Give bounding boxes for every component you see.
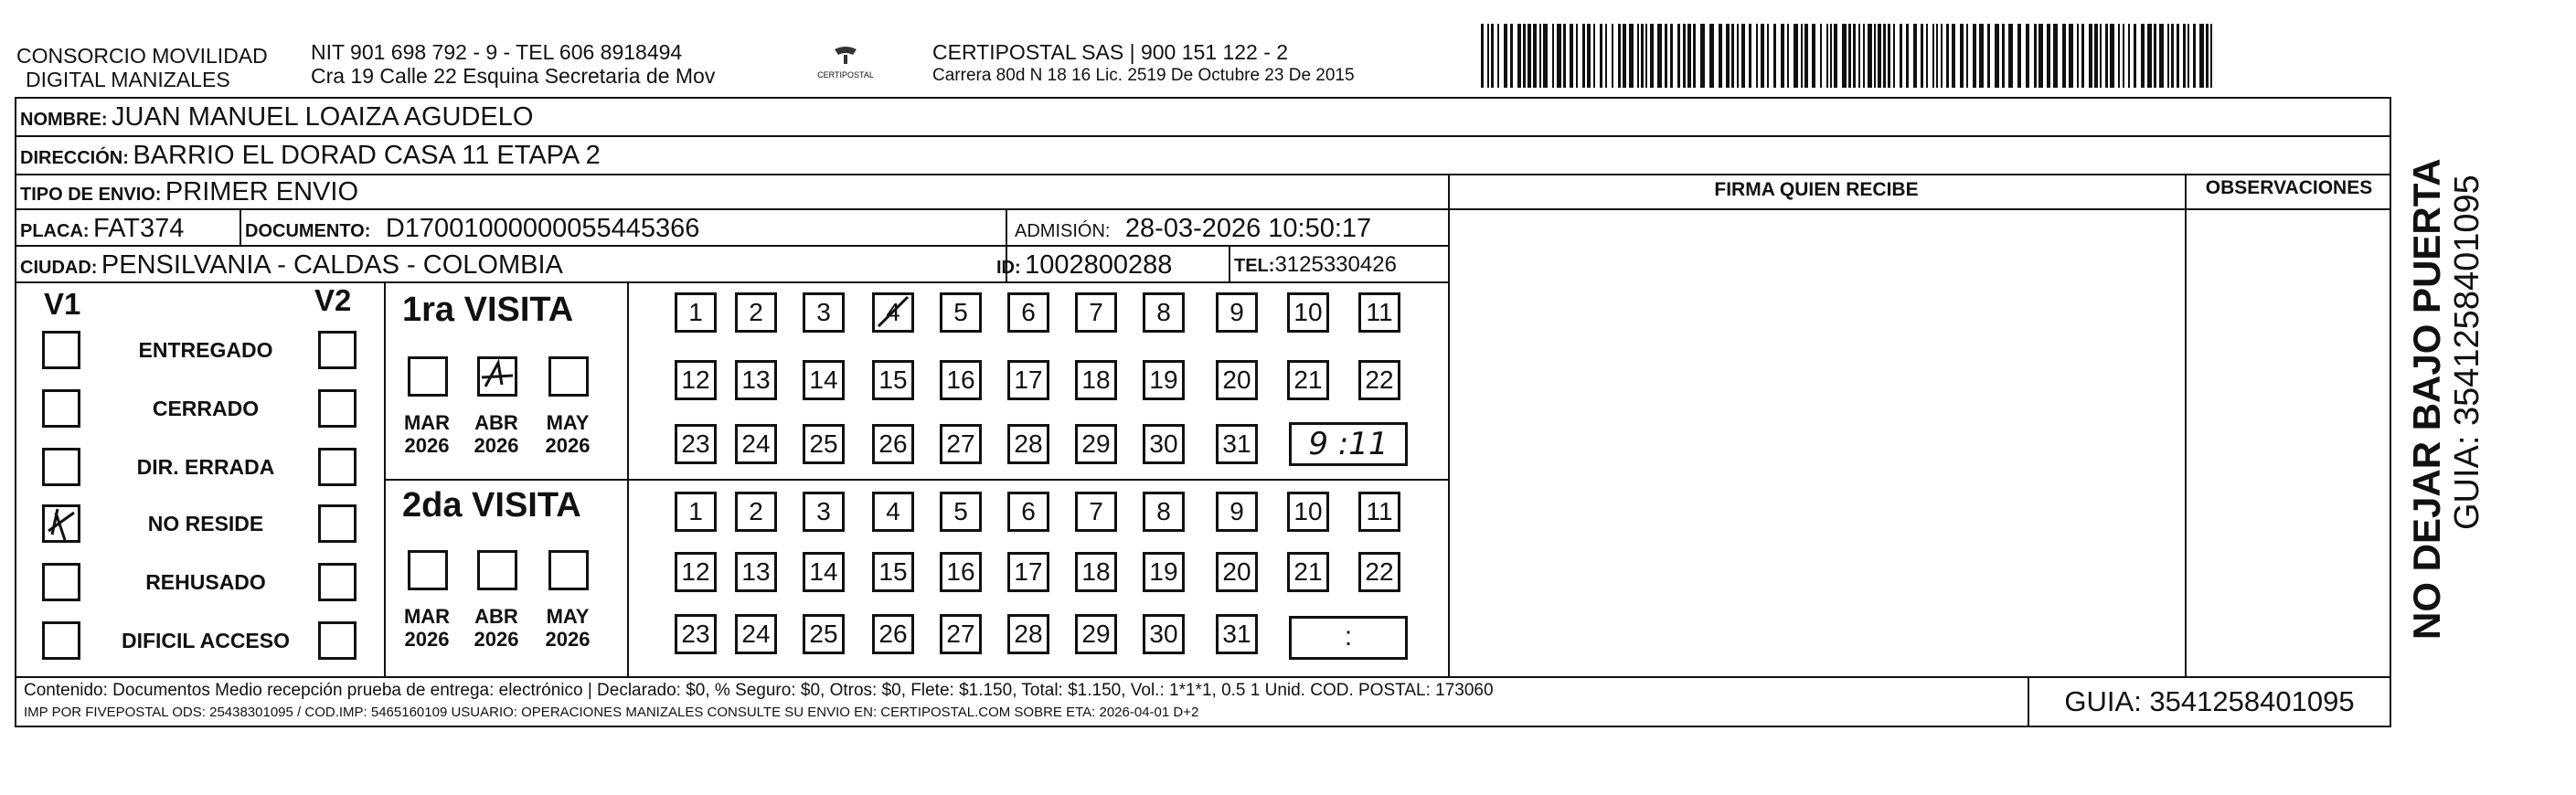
month-label (395, 605, 459, 651)
tel-row (1234, 252, 1397, 278)
month-year: 2026 (404, 628, 450, 651)
documento-row (245, 214, 699, 244)
check-mark-icon (480, 359, 515, 394)
month-checkbox[interactable] (477, 356, 517, 397)
side-text (2406, 158, 2486, 640)
first-visit-day[interactable]: 21 (1287, 360, 1329, 400)
admision-label: ADMISIÓN: (1015, 221, 1111, 241)
first-visit-day[interactable]: 20 (1216, 360, 1258, 400)
first-visit-day[interactable]: 13 (735, 360, 777, 400)
attempt-status-label: DIR. ERRADA (136, 455, 275, 479)
placa-label: PLACA: (20, 221, 90, 241)
first-visit-day[interactable]: 22 (1358, 360, 1400, 400)
second-visit-day[interactable]: 3 (803, 492, 845, 532)
id-label: ID: (996, 258, 1021, 278)
v1-checkbox[interactable] (42, 563, 80, 601)
first-visit-day[interactable]: 27 (940, 424, 982, 464)
second-visit-day[interactable]: 1 (675, 492, 717, 532)
company-line2: DIGITAL MANIZALES (26, 68, 230, 91)
first-visit-day[interactable]: 15 (872, 360, 914, 400)
v2-checkbox[interactable] (318, 621, 357, 660)
first-visit-day[interactable]: 19 (1143, 360, 1185, 400)
month-year: 2026 (545, 628, 591, 651)
v1-checkbox[interactable] (42, 389, 80, 428)
tipo-envio-row (20, 177, 358, 207)
admision-value: 28-03-2026 10:50:17 (1124, 214, 1372, 243)
firma-label: FIRMA QUIEN RECIBE (1714, 179, 1919, 200)
second-visit-day[interactable]: 5 (940, 492, 982, 532)
first-visit-day[interactable]: 23 (675, 424, 717, 464)
nombre-label: NOMBRE: (20, 110, 108, 130)
first-visit-day[interactable]: 12 (675, 360, 717, 400)
nombre-row (20, 102, 533, 132)
second-visit-day[interactable]: 23 (675, 614, 717, 654)
attempt-status-label: ENTREGADO (138, 338, 273, 362)
second-visit-day[interactable]: 15 (872, 552, 914, 592)
first-visit-day[interactable]: 8 (1143, 292, 1185, 333)
month-checkbox[interactable] (408, 356, 448, 397)
second-visit-day[interactable]: 6 (1007, 492, 1049, 532)
guia-box: GUIA: 3541258401095 (2064, 685, 2355, 717)
first-visit-day[interactable]: 28 (1007, 424, 1049, 464)
first-visit-day[interactable]: 2 (735, 292, 777, 333)
month-name: MAY (546, 605, 590, 628)
second-visit-day[interactable]: 8 (1143, 492, 1185, 532)
direccion-row (20, 141, 601, 171)
month-year: 2026 (404, 434, 450, 457)
v2-checkbox[interactable] (318, 331, 357, 369)
second-visit-day[interactable]: 2 (735, 492, 777, 532)
attempt-status-label: CERRADO (152, 397, 260, 420)
placa-row (20, 214, 184, 244)
second-visit-time[interactable] (1289, 616, 1408, 660)
documento-value: D17001000000055445366 (385, 214, 700, 243)
month-checkbox[interactable] (548, 550, 589, 590)
attempt-status-label: REHUSADO (145, 570, 266, 594)
month-label (464, 605, 528, 651)
ciudad-label: CIUDAD: (20, 258, 98, 278)
first-visit-day[interactable]: 25 (803, 424, 845, 464)
tipo-value: PRIMER ENVIO (165, 177, 359, 207)
company-line1: CONSORCIO MOVILIDAD (16, 44, 268, 68)
second-visit-day[interactable]: 7 (1075, 492, 1117, 532)
check-mark-icon (45, 507, 78, 540)
second-visit-day[interactable]: 17 (1007, 552, 1049, 592)
first-visit-day[interactable]: 4 (872, 292, 914, 333)
tipo-label: TIPO DE ENVIO: (20, 185, 162, 205)
first-visit-day[interactable]: 10 (1287, 292, 1329, 333)
address-line: Cra 19 Calle 22 Esquina Secretaria de Mov (311, 64, 716, 88)
observaciones-label: OBSERVACIONES (2205, 177, 2373, 198)
second-visit-day[interactable]: 24 (735, 614, 777, 654)
check-mark-icon (875, 295, 911, 330)
v1-label: V1 (44, 287, 81, 321)
v1-checkbox[interactable] (42, 448, 80, 486)
first-visit-day[interactable]: 17 (1007, 360, 1049, 400)
id-value: 1002800288 (1025, 250, 1173, 280)
ciudad-row (20, 250, 563, 281)
month-label (395, 411, 459, 457)
first-visit-label: 1ra VISITA (402, 291, 574, 329)
admision-row (1015, 214, 1371, 244)
attempt-status-label: DIFICIL ACCESO (121, 629, 290, 652)
v2-checkbox[interactable] (318, 563, 357, 601)
second-visit-day[interactable]: 4 (872, 492, 914, 532)
logo-text: CERTIPOSTAL (817, 70, 874, 80)
second-visit-day[interactable]: 28 (1007, 614, 1049, 654)
carrier-info (932, 40, 1355, 88)
contenido-line: Contenido: Documentos Medio recepción prueba de entrega: electrónico | Declarado: $0, % Seguro: $0, Otros: $0, Flete: $1.150, Total: $1.150, Vol.: 1*1*1, 0.5 1 Unid. COD. POSTAL: 173060 (24, 681, 1494, 700)
second-visit-day[interactable]: 12 (675, 552, 717, 592)
second-visit-day[interactable]: 30 (1143, 614, 1185, 654)
second-visit-day[interactable]: 16 (940, 552, 982, 592)
direccion-value: BARRIO EL DORAD CASA 11 ETAPA 2 (133, 141, 601, 170)
month-year: 2026 (474, 628, 519, 651)
second-visit-day[interactable]: 13 (735, 552, 777, 592)
attempt-status-label: NO RESIDE (147, 512, 264, 535)
first-visit-day[interactable]: 16 (940, 360, 982, 400)
month-checkbox[interactable] (477, 550, 517, 590)
footer-text (24, 680, 2017, 724)
first-visit-day[interactable]: 18 (1075, 360, 1117, 400)
v2-checkbox[interactable] (318, 448, 357, 486)
documento-label: DOCUMENTO: (245, 221, 371, 241)
v2-checkbox[interactable] (318, 389, 357, 428)
nombre-value: JUAN MANUEL LOAIZA AGUDELO (112, 102, 534, 132)
nit-line: NIT 901 698 792 - 9 - TEL 606 8918494 (311, 40, 683, 64)
first-visit-day[interactable]: 30 (1143, 424, 1185, 464)
first-time-value: 9 :11 (1308, 426, 1389, 462)
certipostal-logo (804, 46, 887, 80)
side-warning: NO DEJAR BAJO PUERTA (2405, 158, 2448, 640)
second-visit-day[interactable]: 18 (1075, 552, 1117, 592)
second-visit-day[interactable]: 21 (1287, 552, 1329, 592)
first-visit-day[interactable]: 7 (1075, 292, 1117, 333)
second-visit-day[interactable]: 31 (1216, 614, 1258, 654)
side-guia: GUIA: 3541258401095 (2448, 175, 2486, 530)
second-visit-label: 2da VISITA (402, 486, 581, 525)
month-name: MAY (546, 411, 590, 434)
id-row (996, 250, 1172, 281)
month-name: MAR (403, 605, 451, 628)
company-name (16, 44, 268, 91)
second-time-value: : (1344, 621, 1353, 652)
month-year: 2026 (545, 434, 591, 457)
first-visit-time[interactable] (1289, 422, 1408, 466)
ciudad-value: PENSILVANIA - CALDAS - COLOMBIA (101, 250, 563, 280)
imp-line: IMP POR FIVEPOSTAL ODS: 25438301095 / COD.IMP: 5465160109 USUARIO: OPERACIONES MANIZALES CONSULTE SU ENVIO EN: CERTIPOSTAL.COM SOBRE ETA: 2026-04-01 D+2 (24, 705, 1199, 720)
v2-checkbox[interactable] (318, 504, 357, 543)
v1-checkbox[interactable] (42, 621, 80, 660)
second-visit-day[interactable]: 27 (940, 614, 982, 654)
month-year: 2026 (474, 434, 519, 457)
first-visit-day[interactable]: 6 (1007, 292, 1049, 333)
tel-label: TEL: (1234, 256, 1275, 276)
month-checkbox[interactable] (408, 550, 448, 590)
second-visit-day[interactable]: 9 (1216, 492, 1258, 532)
logo-icon (827, 46, 864, 66)
first-visit-day[interactable]: 11 (1358, 292, 1400, 333)
first-visit-day[interactable]: 31 (1216, 424, 1258, 464)
first-visit-day[interactable]: 3 (803, 292, 845, 333)
first-visit-day[interactable]: 1 (675, 292, 717, 333)
month-label (464, 411, 528, 457)
first-visit-day[interactable]: 5 (940, 292, 982, 333)
first-visit-day[interactable]: 24 (735, 424, 777, 464)
second-visit-day[interactable]: 14 (803, 552, 845, 592)
second-visit-day[interactable]: 29 (1075, 614, 1117, 654)
month-label (536, 605, 600, 651)
carrier-line1: CERTIPOSTAL SAS | 900 151 122 - 2 (932, 40, 1289, 64)
v1-checkbox[interactable] (42, 331, 80, 369)
month-name: MAR (403, 411, 451, 434)
issuer-info (311, 40, 715, 88)
carrier-line2: Carrera 80d N 18 16 Lic. 2519 De Octubre 23 De 2015 (932, 66, 1355, 85)
second-visit-day[interactable]: 19 (1143, 552, 1185, 592)
month-label (536, 411, 600, 457)
v2-label: V2 (314, 283, 352, 317)
second-visit-day[interactable]: 22 (1358, 552, 1400, 592)
second-visit-day[interactable]: 25 (803, 614, 845, 654)
placa-value: FAT374 (93, 214, 185, 243)
tel-value: 3125330426 (1274, 252, 1397, 277)
first-visit-day[interactable]: 9 (1216, 292, 1258, 333)
second-visit-day[interactable]: 10 (1287, 492, 1329, 532)
second-visit-day[interactable]: 26 (872, 614, 914, 654)
barcode (1481, 24, 2212, 88)
second-visit-day[interactable]: 11 (1358, 492, 1400, 532)
first-visit-day[interactable]: 26 (872, 424, 914, 464)
v1-checkbox[interactable] (42, 504, 80, 543)
first-visit-day[interactable]: 14 (803, 360, 845, 400)
month-checkbox[interactable] (548, 356, 589, 397)
direccion-label: DIRECCIÓN: (20, 148, 129, 168)
month-name: ABR (474, 411, 518, 434)
first-visit-day[interactable]: 29 (1075, 424, 1117, 464)
month-name: ABR (474, 605, 518, 628)
second-visit-day[interactable]: 20 (1216, 552, 1258, 592)
